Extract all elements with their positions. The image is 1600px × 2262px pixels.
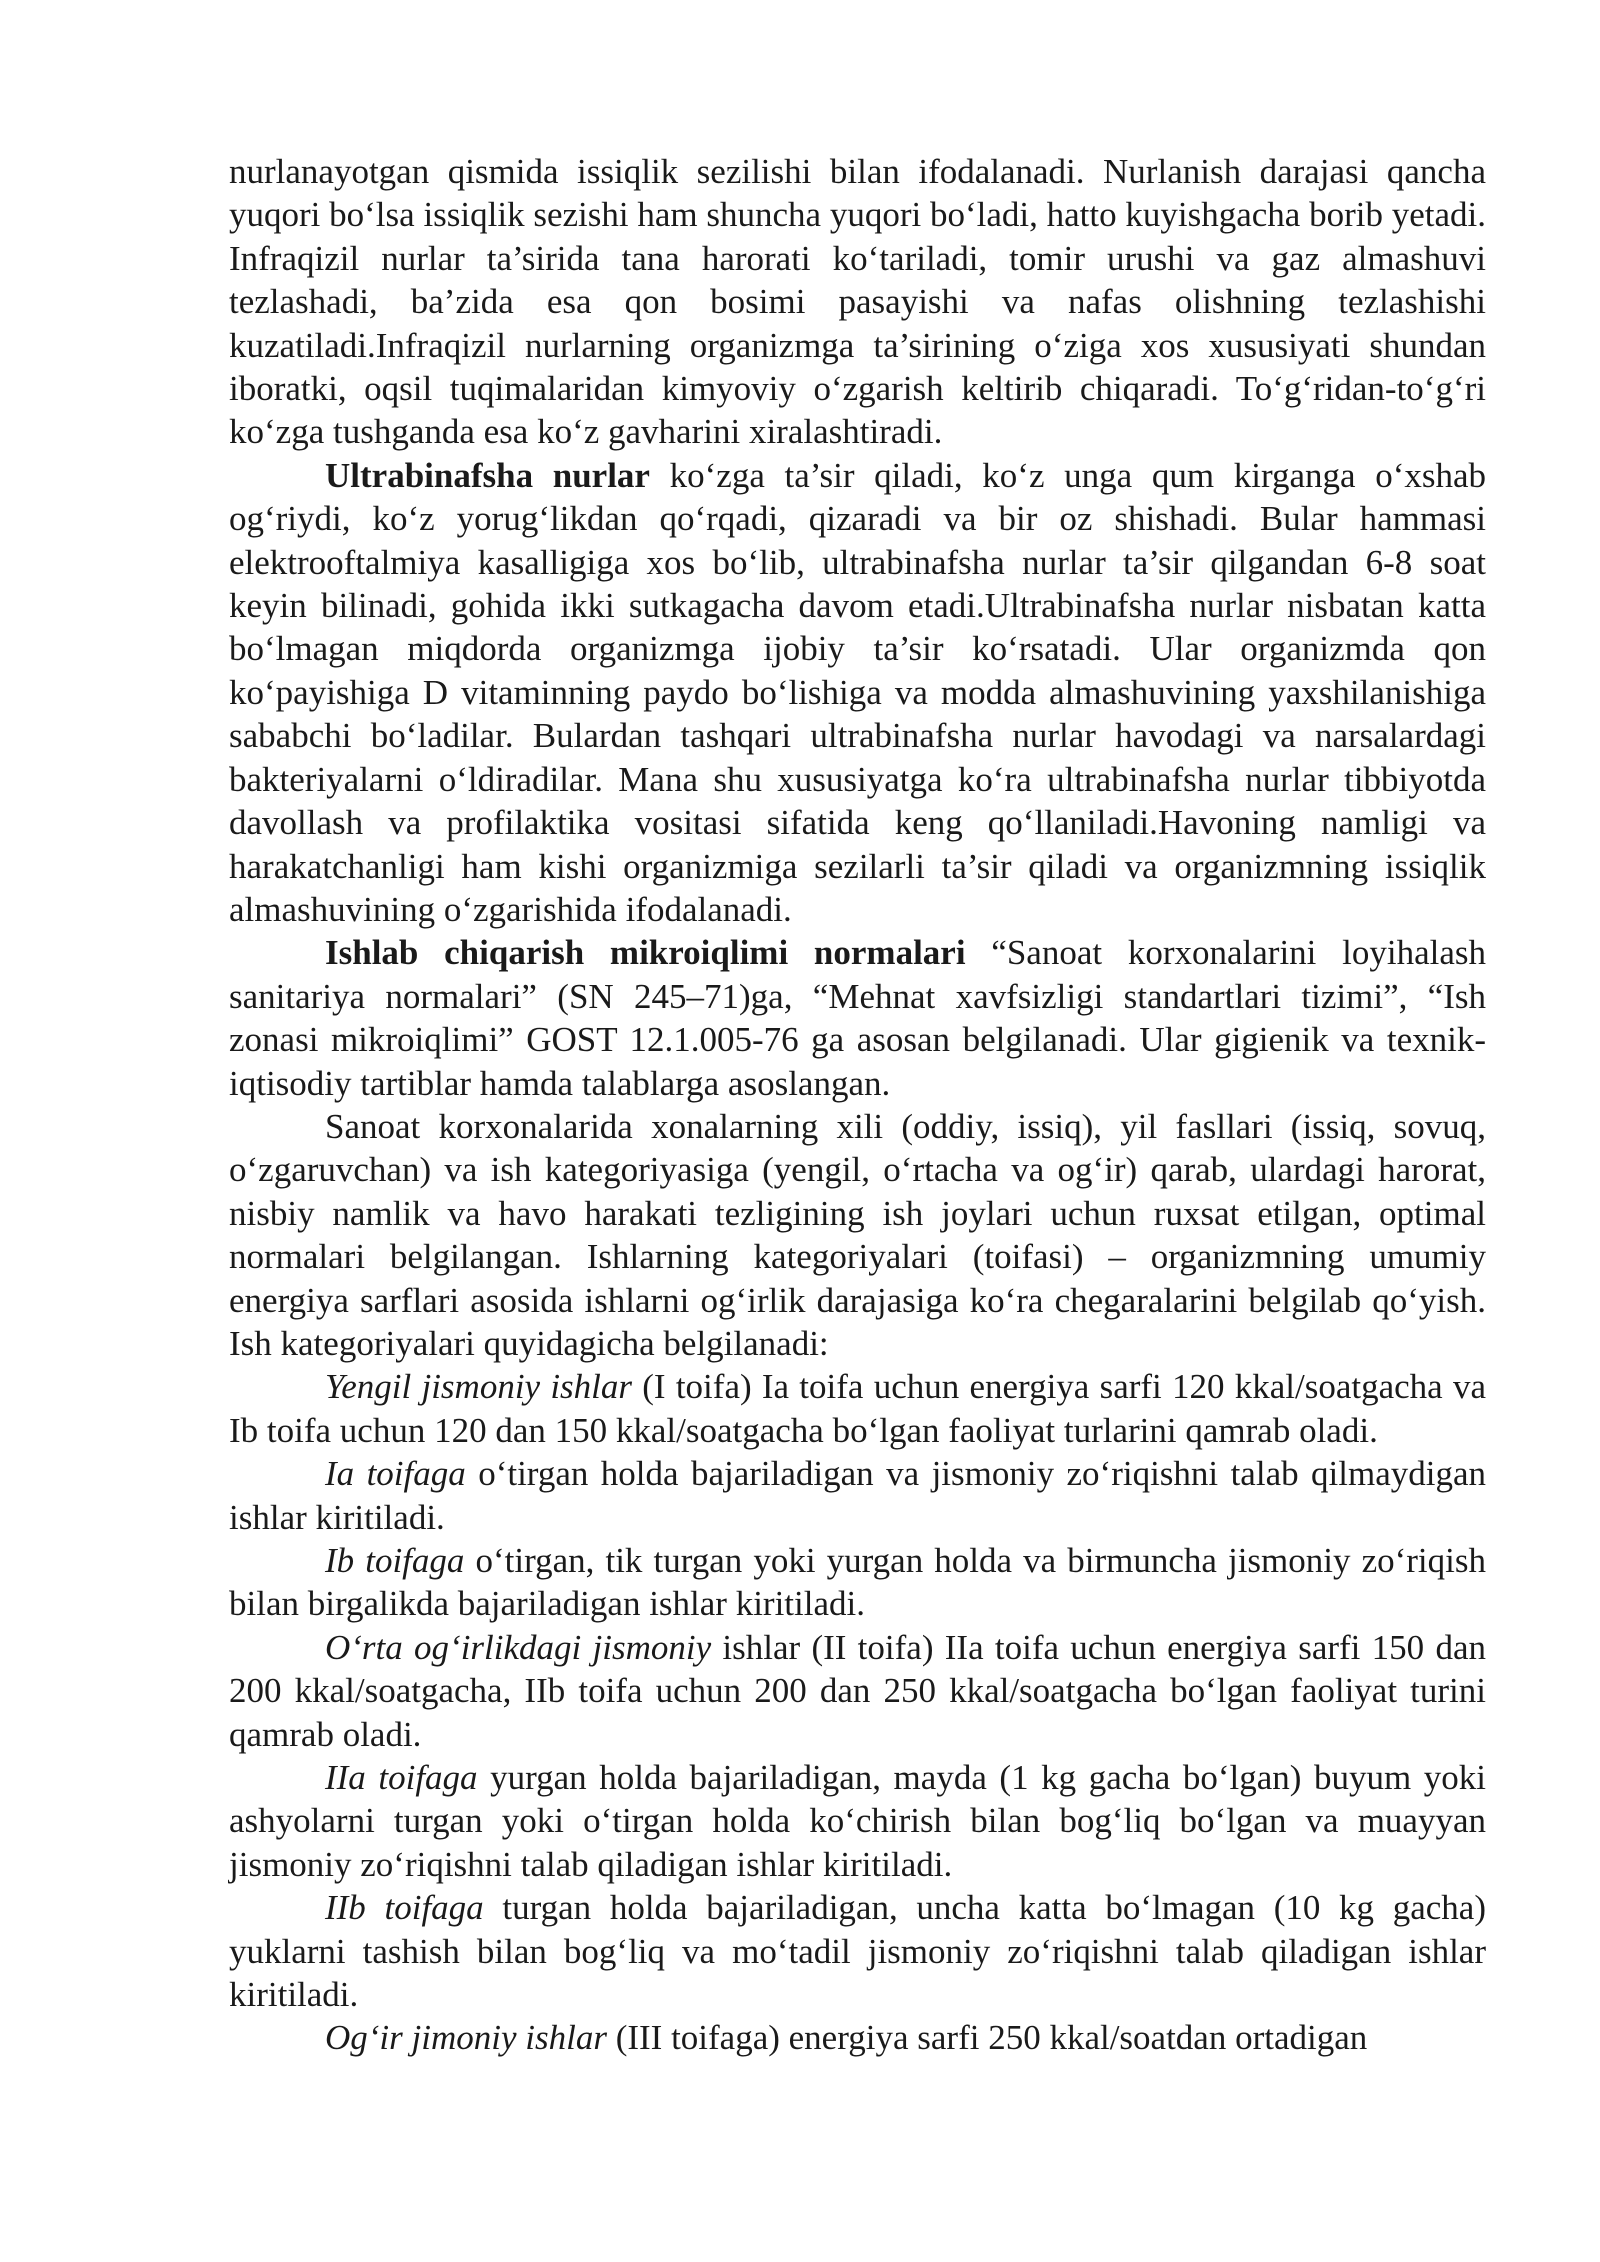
- paragraph-category-iia: [229, 1756, 1486, 1886]
- paragraph-lead-italic: Og‘ir jimoniy ishlar: [325, 2018, 607, 2058]
- paragraph-lead-italic: Yengil jismoniy ishlar: [325, 1367, 633, 1407]
- paragraph-infrared-effects: nurlanayotgan qismida issiqlik sezilishi bilan ifodalanadi. Nurlanish darajasi qancha yuqori bo‘lsa issiqlik sezishi ham shuncha yuqori bo‘ladi, hatto kuyishgacha borib yetadi. Infraqizil nurlar ta’sirida tana harorati ko‘tariladi, tomir urushi va gaz almashuvi tezlashadi, ba’zida esa qon bosimi pasayishi va nafas olishning tezlashishi kuzatiladi.Infraqizil nurlarning organizmga ta’sirining o‘ziga xos xususiyati shundan iboratki, oqsil tuqimalaridan kimyoviy o‘zgarish keltirib chiqaradi. To‘g‘ridan-to‘g‘ri ko‘zga tushganda esa ko‘z gavharini xiralashtiradi.: [229, 152, 1486, 452]
- paragraph-body: “Sanoat korxonalarini loyihalash sanitariya normalari” (SN 245–71)ga, “Mehnat xavfsizligi standartlari tizimi”, “Ish zonasi mikroiqlimi” GOST 12.1.005-76 ga asosan belgilanadi. Ular gigienik va texnik-iqtisodiy tartiblar hamda talablarga asoslangan.: [229, 933, 1486, 1103]
- document-page: [229, 150, 1486, 2060]
- paragraph-body: turgan holda bajariladigan, uncha katta bo‘lmagan (10 kg gacha) yuklarni tashish bilan bog‘liq va mo‘tadil jismoniy zo‘riqishni talab qiladigan ishlar kiritiladi.: [229, 1888, 1487, 2015]
- paragraph-body: (I toifa) Ia toifa uchun energiya sarfi 120 kkal/soatgacha va Ib toifa uchun 120 dan 150 kkal/soatgacha bo‘lgan faoliyat turlarini qamrab oladi.: [229, 1367, 1487, 1450]
- paragraph-microclimate-norms: [229, 931, 1486, 1105]
- paragraph-category-ia: [229, 1452, 1486, 1539]
- paragraph-body: yurgan holda bajariladigan, mayda (1 kg gacha bo‘lgan) buyum yoki ashyolarni turgan yoki o‘tirgan holda ko‘chirish bilan bog‘liq bo‘lgan va muayyan jismoniy zo‘riqishni talab qiladigan ishlar kiritiladi.: [229, 1758, 1486, 1884]
- paragraph-lead-italic: IIb toifaga: [325, 1888, 484, 1928]
- paragraph-category-iib: [229, 1886, 1486, 2016]
- paragraph-lead-bold: Ishlab chiqarish mikroiqlimi normalari: [325, 933, 966, 973]
- paragraph-body: ishlar (II toifa) IIa toifa uchun energiya sarfi 150 dan 200 kkal/soatgacha, IIb toifa uchun 200 dan 250 kkal/soatgacha bo‘lgan faoliyat turini qamrab oladi.: [229, 1627, 1486, 1754]
- paragraph-lead-italic: Ia toifaga: [325, 1454, 466, 1494]
- paragraph-heavy-work: [229, 2016, 1486, 2059]
- paragraph-light-work: [229, 1365, 1486, 1452]
- paragraph-category-ib: [229, 1539, 1486, 1626]
- paragraph-body: ko‘zga ta’sir qiladi, ko‘z unga qum kirganga o‘xshab og‘riydi, ko‘z yorug‘likdan qo‘rqadi, qizaradi va bir oz shishadi. Bular hammasi elektrooftalmiya kasalligiga xos bo‘lib, ultrabinafsha nurlar ta’sir qilgandan 6-8 soat keyin bilinadi, gohida ikki sutkagacha davom etadi.Ultrabinafsha nurlar nisbatan katta bo‘lmagan miqdorda organizmga ijobiy ta’sir ko‘rsatadi. Ular organizmda qon ko‘payishiga D vitaminning paydo bo‘lishiga va modda almashuvining yaxshilanishiga sababchi bo‘ladilar. Bulardan tashqari ultrabinafsha nurlar havodagi va narsalardagi bakteriyalarni o‘ldiradilar. Mana shu xususiyatga ko‘ra ultrabinafsha nurlar tibbiyotda davollash va profilaktika vositasi sifatida keng qo‘llaniladi.Havoning namligi va harakatchanligi ham kishi organizmiga sezilarli ta’sir qiladi va organizmning issiqlik almashuvining o‘zgarishida ifodalanadi.: [229, 455, 1487, 929]
- paragraph-lead-bold: Ultrabinafsha nurlar: [325, 455, 650, 495]
- paragraph-body: (III toifaga) energiya sarfi 250 kkal/soatdan ortadigan: [606, 2018, 1368, 2058]
- paragraph-body: o‘tirgan holda bajariladigan va jismoniy zo‘riqishni talab qilmaydigan ishlar kiritiladi.: [229, 1454, 1486, 1537]
- paragraph-lead-italic: O‘rta og‘irlikdagi jismoniy: [325, 1627, 712, 1667]
- paragraph-body: o‘tirgan, tik turgan yoki yurgan holda va birmuncha jismoniy zo‘riqish bilan birgalikda bajariladigan ishlar kiritiladi.: [229, 1541, 1486, 1624]
- paragraph-lead-italic: Ib toifaga: [325, 1541, 465, 1580]
- paragraph-medium-work: [229, 1626, 1486, 1756]
- paragraph-lead-italic: IIa toifaga: [325, 1758, 478, 1798]
- paragraph-work-categories: Sanoat korxonalarida xonalarning xili (oddiy, issiq), yil fasllari (issiq, sovuq, o‘zgaruvchan) va ish kategoriyasiga (yengil, o‘rtacha va og‘ir) qarab, ulardagi harorat, nisbiy namlik va havo harakati tezligining ish joylari uchun ruxsat etilgan, optimal normalari belgilangan. Ishlarning kategoriyalari (toifasi) – organizmning umumiy energiya sarflari asosida ishlarni og‘irlik darajasiga ko‘ra chegaralarini belgilab qo‘yish. Ish kategoriyalari quyidagicha belgilanadi:: [229, 1106, 1486, 1363]
- paragraph-ultraviolet: [229, 454, 1486, 931]
